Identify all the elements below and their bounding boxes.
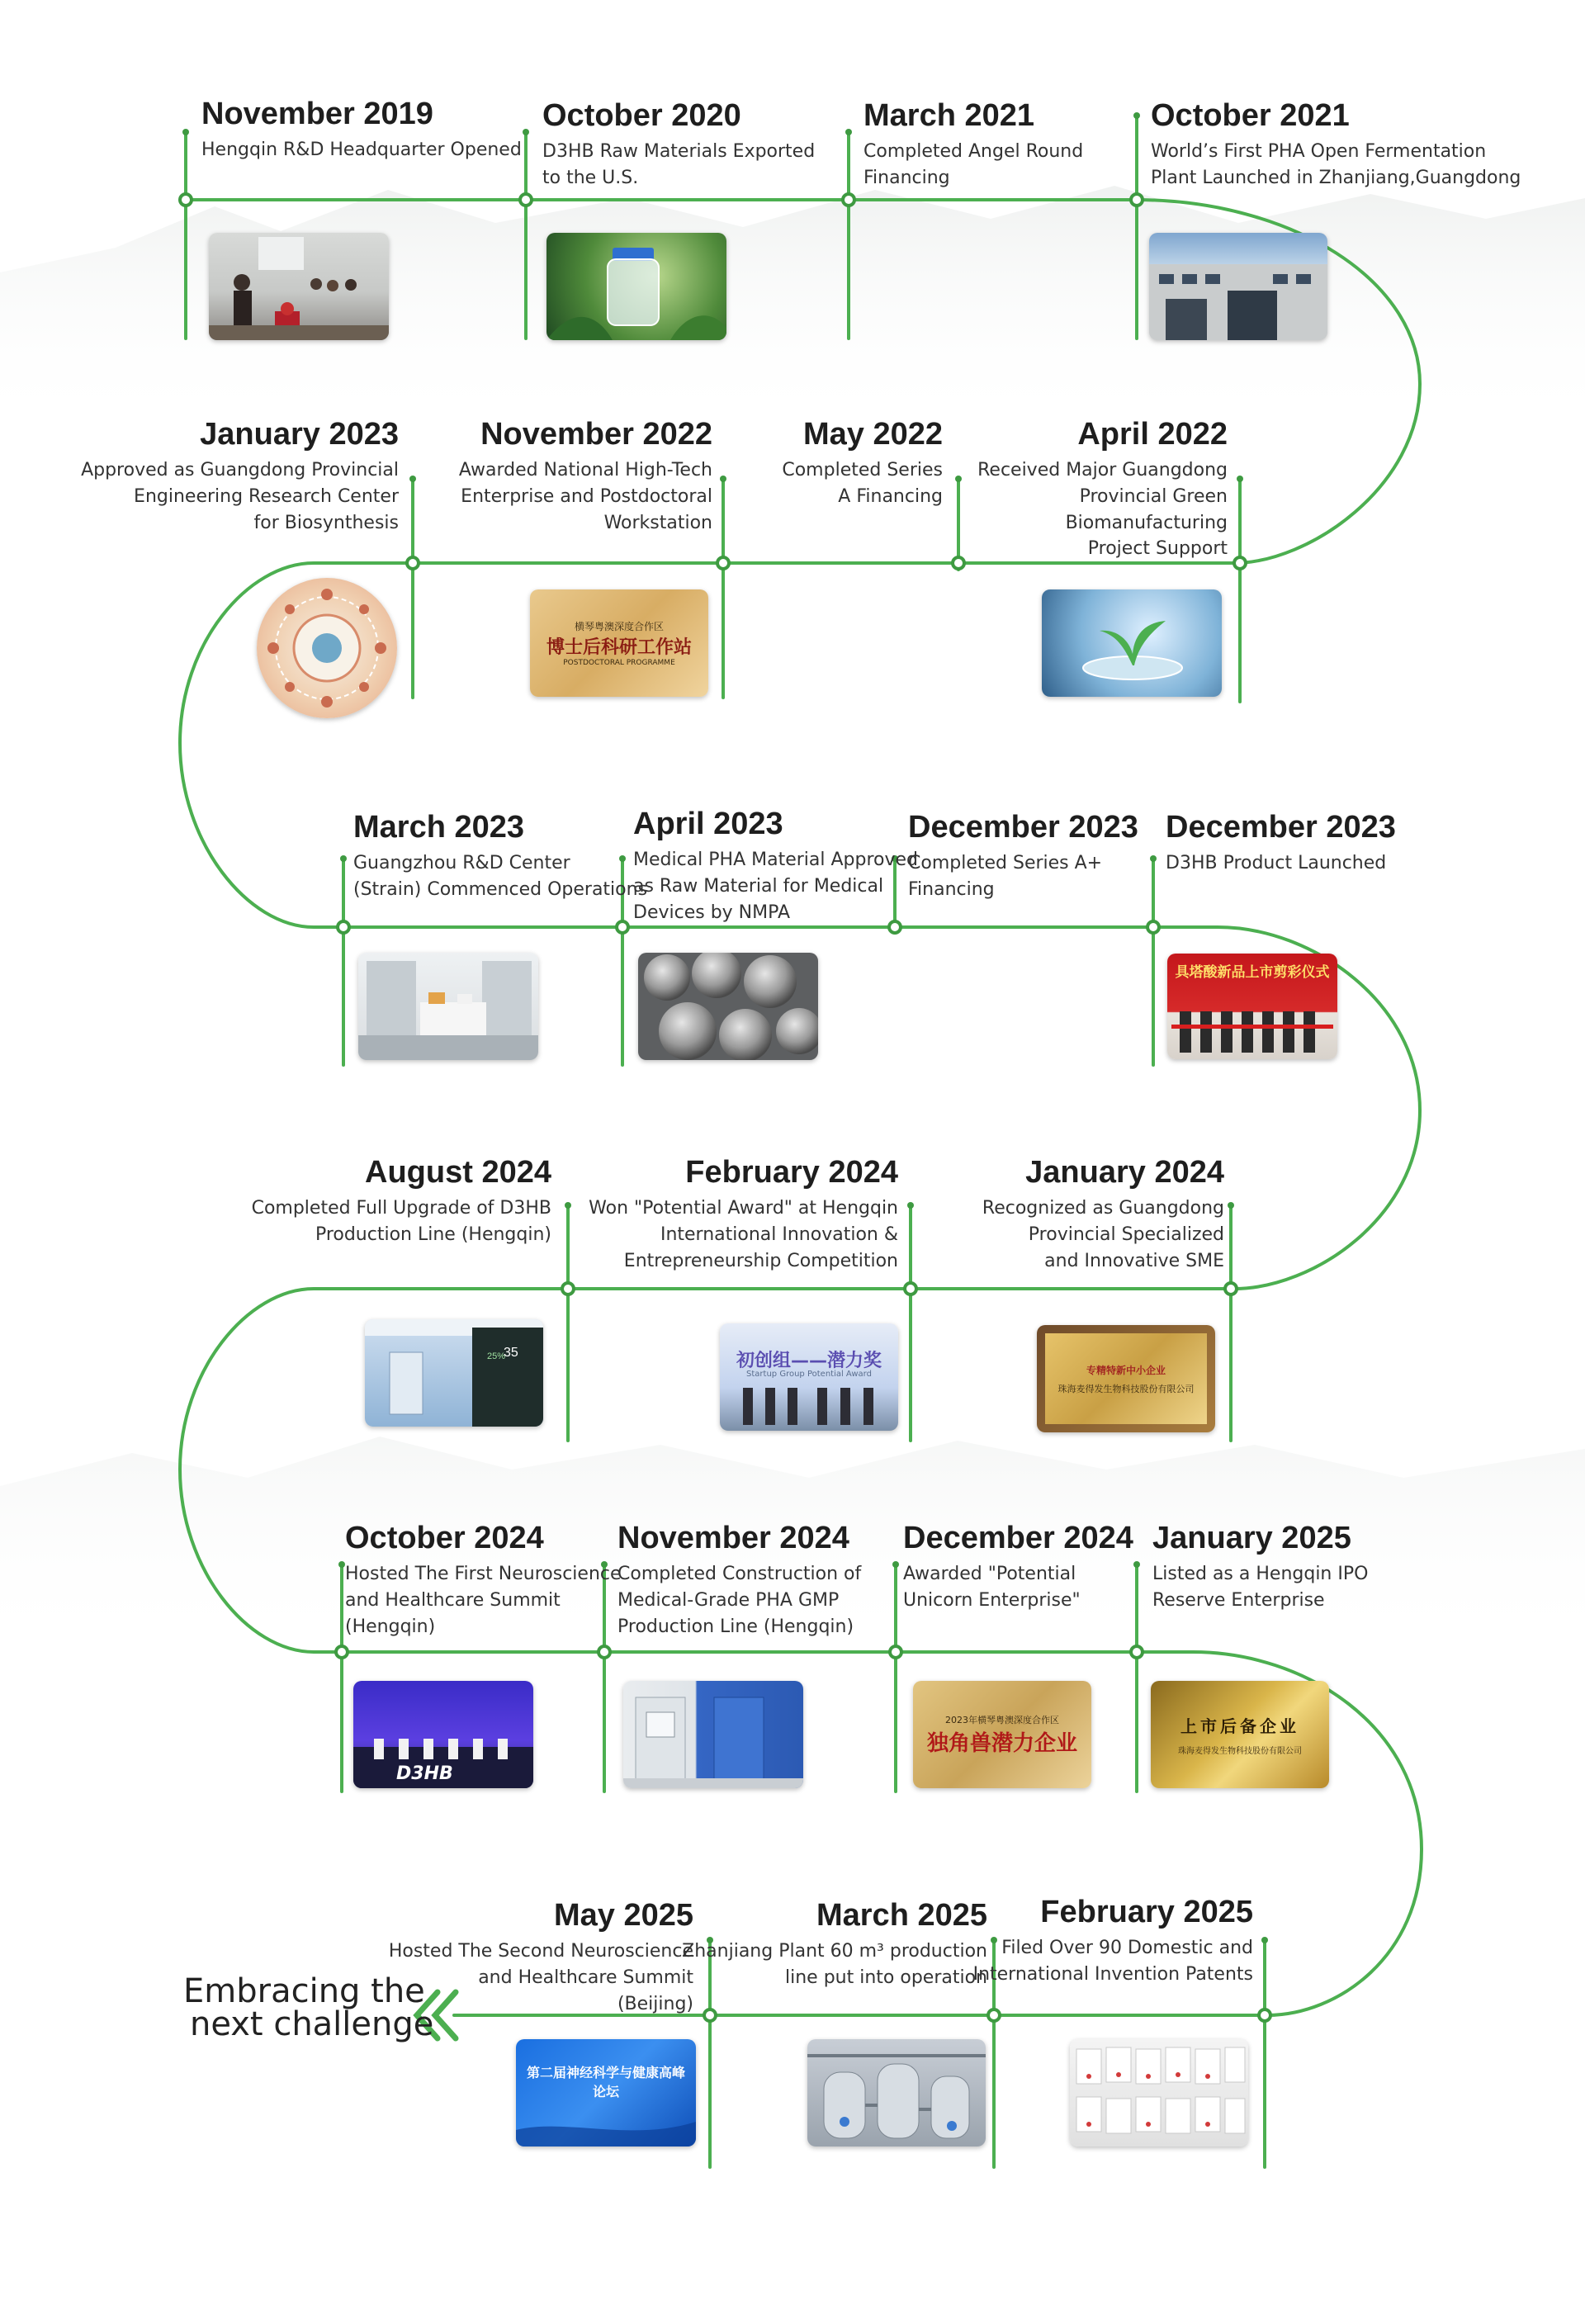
milestone-jan-2023-a bbox=[81, 418, 399, 536]
photo-patents bbox=[1070, 2039, 1248, 2147]
milestone-desc: Approved as Guangdong Provincial Engineering Research Center for Biosynthesis bbox=[81, 459, 399, 533]
award-subtitle: Startup Group Potential Award bbox=[746, 1370, 872, 1379]
plaque-top-text: 横琴粤澳深度合作区 bbox=[574, 621, 664, 632]
milestone-date: January 2025 bbox=[1152, 1521, 1351, 1555]
ipo-plaque-company: 珠海麦得发生物科技股份有限公司 bbox=[1178, 1747, 1302, 1756]
milestone-dec-2024 bbox=[903, 1522, 1133, 1614]
milestone-dec-2023-a bbox=[908, 811, 1138, 903]
milestone-jan-2024 bbox=[982, 1156, 1224, 1274]
milestone-desc: Zhanjiang Plant 60 m³ production line put into operation bbox=[682, 1940, 987, 1988]
milestone-date: October 2020 bbox=[542, 98, 741, 133]
milestone-date: December 2023 bbox=[908, 810, 1138, 845]
milestone-date: March 2025 bbox=[816, 1898, 987, 1933]
milestone-may-2022 bbox=[782, 418, 943, 510]
milestone-desc: Completed Full Upgrade of D3HB Production Line (Hengqin) bbox=[251, 1197, 551, 1245]
photo-d3hb-production-line bbox=[365, 1319, 543, 1427]
photo-first-summit bbox=[353, 1681, 533, 1788]
milestone-date: May 2025 bbox=[553, 1898, 693, 1933]
milestone-desc: Listed as a Hengqin IPO Reserve Enterprise bbox=[1152, 1563, 1369, 1611]
plaque-en-text: POSTDOCTORAL PROGRAMME bbox=[563, 659, 675, 667]
milestone-mar-2023 bbox=[353, 811, 647, 903]
milestone-date: May 2022 bbox=[802, 417, 943, 452]
milestone-date: March 2023 bbox=[353, 810, 525, 845]
milestone-date: November 2024 bbox=[617, 1521, 849, 1555]
photo-hq-opening bbox=[209, 233, 389, 340]
milestone-feb-2024 bbox=[589, 1156, 898, 1274]
milestone-date: February 2024 bbox=[685, 1155, 898, 1190]
milestone-date: October 2021 bbox=[1151, 98, 1350, 133]
milestone-nov-2019 bbox=[201, 97, 522, 163]
milestone-desc: Filed Over 90 Domestic and International Invention Patents bbox=[972, 1937, 1253, 1985]
photo-pha-microspheres bbox=[638, 953, 818, 1060]
svg-text:35: 35 bbox=[504, 1346, 518, 1360]
milestone-desc: Completed Angel Round Financing bbox=[863, 140, 1084, 188]
milestone-desc: Hengqin R&D Headquarter Opened bbox=[201, 139, 522, 160]
milestone-oct-2024 bbox=[345, 1522, 622, 1640]
award-title: 初创组——潜力奖 bbox=[736, 1351, 882, 1371]
milestone-nov-2022 bbox=[459, 418, 712, 536]
photo-gmp-line bbox=[623, 1681, 803, 1788]
milestone-date: January 2024 bbox=[1025, 1155, 1224, 1190]
milestone-date: October 2024 bbox=[345, 1521, 544, 1555]
photo-zhanjiang-plant bbox=[1149, 233, 1327, 340]
milestone-desc: D3HB Product Launched bbox=[1166, 852, 1387, 873]
milestone-desc: Hosted The First Neuroscience and Healthcare Summit (Hengqin) bbox=[345, 1563, 622, 1637]
sme-plaque-title: 专精特新中小企业 bbox=[1086, 1364, 1166, 1376]
closing-line-1: Embracing the bbox=[183, 1972, 425, 2010]
milestone-date: December 2024 bbox=[903, 1521, 1133, 1555]
milestone-desc: Hosted The Second Neuroscience and Healthcare Summit (Beijing) bbox=[388, 1940, 693, 2014]
milestone-desc: World’s First PHA Open Fermentation Plant Launched in Zhanjiang,Guangdong bbox=[1151, 140, 1521, 188]
summit2-title: 第二届神经科学与健康高峰论坛 bbox=[526, 2065, 685, 2099]
milestone-may-2025 bbox=[389, 1899, 693, 2017]
milestone-date: January 2023 bbox=[200, 417, 399, 452]
svg-text:25%: 25% bbox=[487, 1351, 506, 1361]
milestone-date: April 2023 bbox=[633, 807, 783, 841]
milestone-desc: Completed Series A Financing bbox=[782, 459, 943, 507]
milestone-nov-2024 bbox=[617, 1522, 861, 1640]
milestone-oct-2020 bbox=[542, 99, 815, 192]
postdoc-plaque bbox=[530, 589, 708, 697]
photo-green-biomanufacturing bbox=[1042, 589, 1222, 697]
photo-potential-award bbox=[720, 1323, 898, 1431]
photo-rd-lab bbox=[358, 953, 538, 1060]
milestone-desc: D3HB Raw Materials Exported to the U.S. bbox=[542, 140, 816, 188]
milestone-desc: Won "Potential Award" at Hengqin International Innovation & Entrepreneurship Competition bbox=[589, 1197, 898, 1271]
milestone-aug-2024 bbox=[252, 1156, 551, 1248]
milestone-date: November 2022 bbox=[480, 417, 712, 452]
summit-logo: D3HB bbox=[396, 1763, 453, 1784]
milestone-desc: Completed Series A+ Financing bbox=[908, 852, 1103, 900]
milestone-jan-2025 bbox=[1152, 1522, 1368, 1614]
closing-text bbox=[183, 1972, 434, 2043]
photo-second-summit bbox=[516, 2039, 696, 2147]
milestone-date: November 2019 bbox=[201, 97, 433, 131]
photo-d3hb-launch bbox=[1167, 954, 1337, 1059]
unicorn-plaque-title: 独角兽潜力企业 bbox=[926, 1730, 1077, 1756]
milestone-date: April 2022 bbox=[1077, 417, 1228, 452]
milestone-desc: Medical PHA Material Approved as Raw Material for Medical Devices by NMPA bbox=[633, 849, 919, 923]
milestone-feb-2025 bbox=[973, 1896, 1253, 1988]
milestone-date: December 2023 bbox=[1166, 810, 1396, 845]
launch-banner-text: 具塔酸新品上市剪彩仪式 bbox=[1175, 964, 1330, 981]
milestone-desc: Guangzhou R&D Center (Strain) Commenced Operations bbox=[353, 852, 648, 900]
photo-d3hb-bottle bbox=[546, 233, 726, 340]
milestone-oct-2021 bbox=[1151, 99, 1521, 192]
unicorn-plaque-top: 2023年横琴粤澳深度合作区 bbox=[945, 1714, 1059, 1725]
milestone-apr-2022 bbox=[977, 418, 1228, 562]
closing-line-2: next challenge bbox=[190, 2005, 434, 2043]
ipo-reserve-plaque bbox=[1151, 1681, 1329, 1788]
milestone-mar-2021 bbox=[863, 99, 1083, 192]
milestone-apr-2023 bbox=[633, 807, 918, 925]
sme-plaque bbox=[1037, 1325, 1215, 1432]
milestone-desc: Recognized as Guangdong Provincial Specialized and Innovative SME bbox=[982, 1197, 1224, 1271]
sme-plaque-company: 珠海麦得发生物科技股份有限公司 bbox=[1057, 1383, 1195, 1394]
milestone-desc: Received Major Guangdong Provincial Green Biomanufacturing Project Support bbox=[977, 459, 1228, 560]
milestone-mar-2025 bbox=[682, 1899, 987, 1991]
photo-zhanjiang-60m3-line bbox=[807, 2039, 986, 2147]
plaque-title: 博士后科研工作站 bbox=[546, 637, 692, 658]
milestone-date: February 2025 bbox=[1040, 1895, 1253, 1929]
milestone-dec-2023-b bbox=[1166, 811, 1396, 877]
milestone-date: March 2021 bbox=[863, 98, 1035, 133]
unicorn-plaque bbox=[913, 1681, 1091, 1788]
milestone-desc: Completed Construction of Medical-Grade PHA GMP Production Line (Hengqin) bbox=[617, 1563, 862, 1637]
milestone-date: August 2024 bbox=[365, 1155, 551, 1190]
photo-biosynthesis-diagram bbox=[257, 578, 397, 718]
ipo-plaque-title: 上市后备企业 bbox=[1180, 1716, 1299, 1736]
milestone-desc: Awarded "Potential Unicorn Enterprise" bbox=[903, 1563, 1081, 1611]
milestone-desc: Awarded National High-Tech Enterprise and Postdoctoral Workstation bbox=[458, 459, 712, 533]
